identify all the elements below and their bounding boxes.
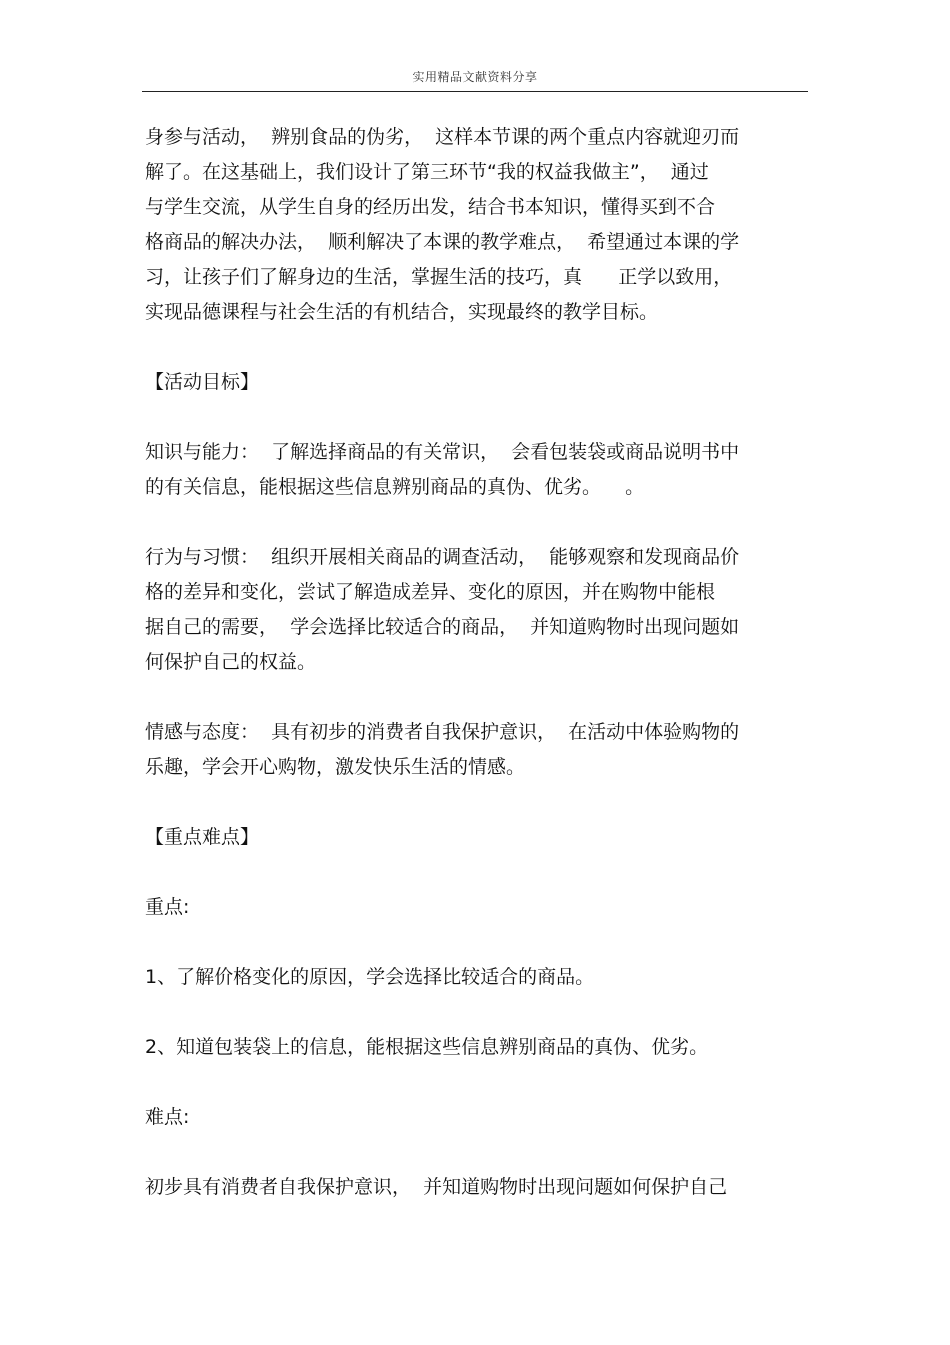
subheading-key: 重点: xyxy=(145,896,190,918)
list-item: 2、知道包装袋上的信息，能根据这些信息辨别商品的真伪、优劣。 xyxy=(145,1036,709,1058)
section-heading-activity-goals: 【活动目标】 xyxy=(145,371,260,393)
list-item: 1、了解价格变化的原因，学会选择比较适合的商品。 xyxy=(145,966,595,988)
body-line: 与学生交流，从学生自身的经历出发，结合书本知识，懂得买到不合 xyxy=(145,196,716,218)
body-line: 身参与活动， 辨别食品的伪劣， 这样本节课的两个重点内容就迎刃而 xyxy=(145,126,740,148)
body-line: 据自己的需要， 学会选择比较适合的商品， 并知道购物时出现问题如 xyxy=(145,616,740,638)
page-header-title: 实用精品文献资料分享 xyxy=(412,70,538,84)
header-divider xyxy=(142,91,808,92)
body-line: 行为与习惯： 组织开展相关商品的调查活动， 能够观察和发现商品价 xyxy=(145,546,740,568)
body-line: 解了。在这基础上，我们设计了第三环节“我的权益我做主”， 通过 xyxy=(145,161,709,183)
body-line: 格商品的解决办法， 顺利解决了本课的教学难点， 希望通过本课的学 xyxy=(145,231,740,253)
body-line: 格的差异和变化，尝试了解造成差异、变化的原因，并在购物中能根 xyxy=(145,581,716,603)
section-heading-key-points: 【重点难点】 xyxy=(145,826,260,848)
body-line: 初步具有消费者自我保护意识， 并知道购物时出现问题如何保护自己 xyxy=(145,1176,728,1198)
body-line: 的有关信息，能根据这些信息辨别商品的真伪、优劣。 。 xyxy=(145,476,645,498)
subheading-difficulty: 难点: xyxy=(145,1106,190,1128)
body-line: 习，让孩子们了解身边的生活，掌握生活的技巧，真 正学以致用， xyxy=(145,266,733,288)
body-line: 情感与态度： 具有初步的消费者自我保护意识， 在活动中体验购物的 xyxy=(145,721,740,743)
body-line: 何保护自己的权益。 xyxy=(145,651,317,673)
body-line: 实现品德课程与社会生活的有机结合，实现最终的教学目标。 xyxy=(145,301,659,323)
body-line: 乐趣，学会开心购物，激发快乐生活的情感。 xyxy=(145,756,526,778)
body-line: 知识与能力： 了解选择商品的有关常识， 会看包装袋或商品说明书中 xyxy=(145,441,740,463)
